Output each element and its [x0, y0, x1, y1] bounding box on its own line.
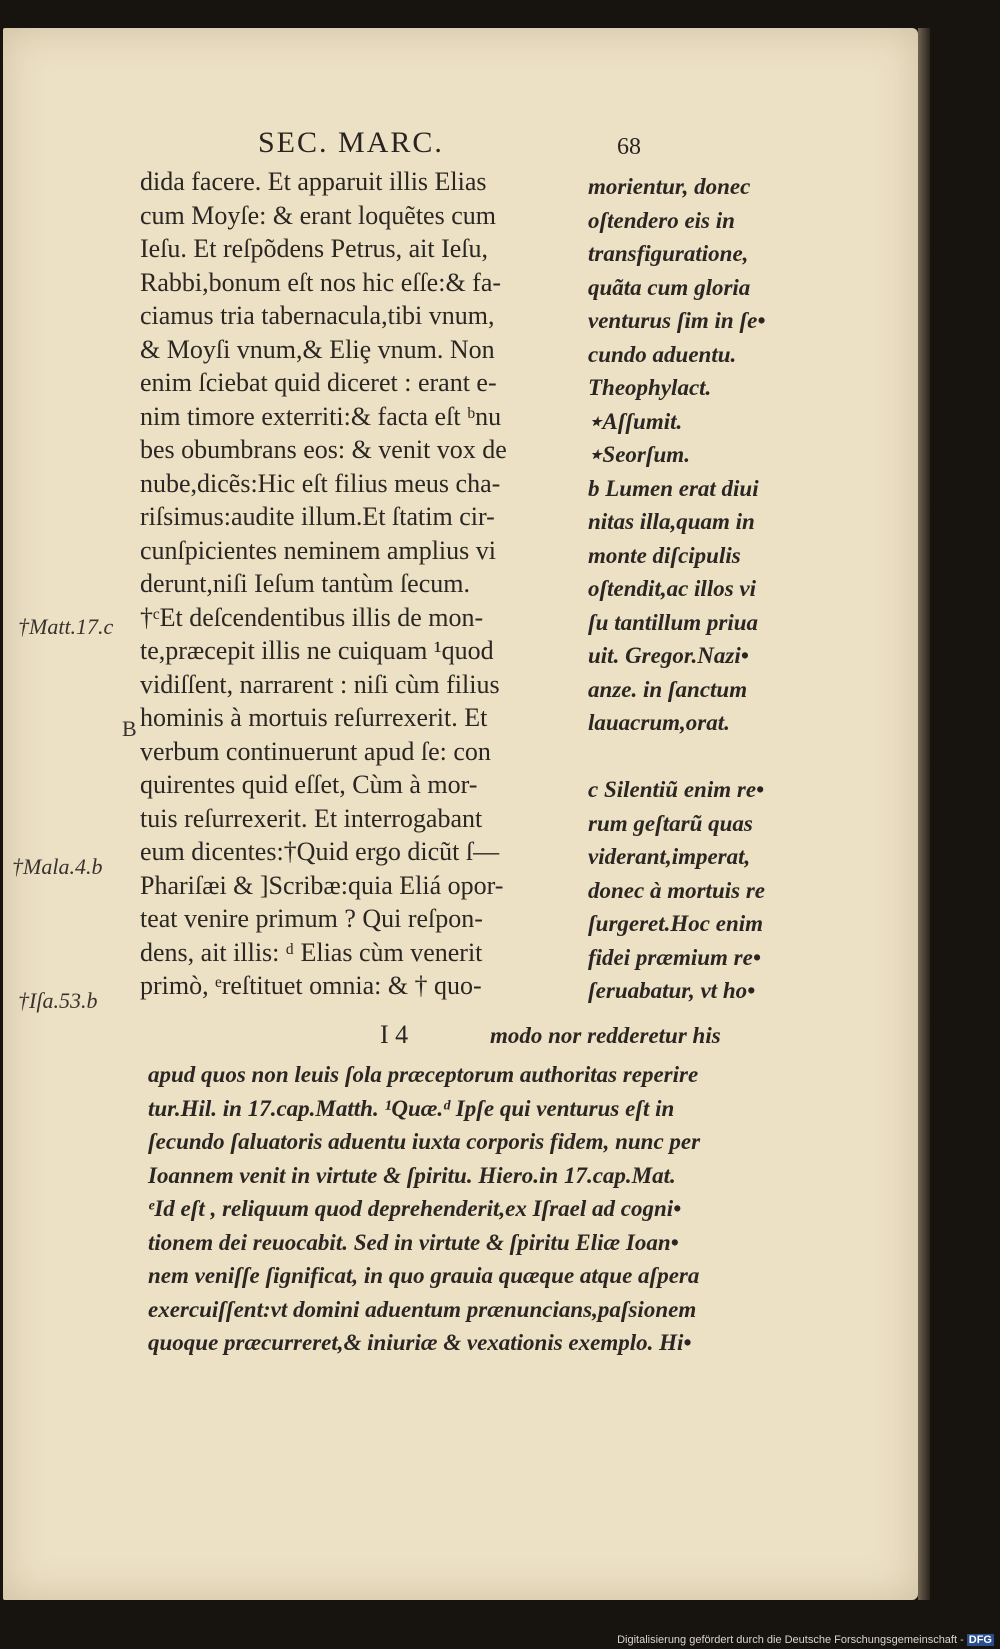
catchline-text: modo nor redderetur his	[490, 1023, 721, 1048]
gloss-line: nitas illa,quam in	[588, 509, 755, 534]
gloss-line: ſurgeret.Hoc enim	[588, 911, 764, 936]
gloss-line: viderant,imperat,	[588, 844, 751, 869]
main-line: dida facere. Et apparuit illis Elias	[140, 167, 487, 196]
main-line: cum Moyſe: & erant loquẽtes cum	[140, 200, 496, 230]
main-line: enim ſciebat quid diceret : erant e-	[140, 368, 497, 397]
signature-catchline	[380, 1020, 721, 1050]
main-line: nube,dicẽs:Hic eſt filius meus cha-	[140, 468, 501, 498]
main-line: Ieſu. Et reſpõdens Petrus, ait Ieſu,	[140, 234, 489, 263]
gloss-line: monte diſcipulis	[588, 542, 741, 568]
main-line: te,præcepit illis ne cuiquam ¹quod	[140, 636, 494, 665]
commentary-line: tur.Hil. in 17.cap.Matth. ¹Quæ.ᵈ Ipſe qui venturus eſt in	[148, 1095, 675, 1121]
main-line: nim timore exterriti:& facta eſt ᵇnu	[140, 401, 502, 431]
commentary-line: quoque præcurreret,& iniuriæ & vexationis exemplo. Hi•	[148, 1330, 692, 1355]
main-line: tuis reſurrexerit. Et interrogabant	[140, 803, 483, 833]
gloss-line: quãta cum gloria	[588, 274, 751, 300]
margin-reference-malachi: †Mala.4.b	[12, 854, 103, 879]
gloss-line: Theophylact.	[588, 375, 712, 400]
gloss-line: c Silentiũ enim re•	[588, 777, 765, 802]
main-line: dens, ait illis: ᵈ Elias cùm venerit	[140, 937, 483, 967]
gloss-line: b Lumen erat diui	[588, 475, 759, 501]
main-line: †ᶜEt deſcendentibus illis de mon-	[140, 602, 484, 632]
gloss-line: rum geſtarũ quas	[588, 810, 753, 836]
main-line: cunſpicientes neminem amplius vi	[140, 535, 496, 565]
commentary-line: tionem dei reuocabit. Sed in virtute & ſpiritu Eliæ Ioan•	[148, 1229, 679, 1255]
main-line: ciamus tria tabernacula,tibi vnum,	[140, 301, 495, 330]
bottom-commentary	[148, 1058, 798, 1360]
main-line: hominis à mortuis reſurrexerit. Et	[140, 703, 488, 732]
main-line: eum dicentes:†Quid ergo dicũt ſ—	[140, 837, 500, 866]
commentary-line: nem veniſſe ſignificat, in quo grauia quæque atque aſpera	[148, 1263, 700, 1288]
main-line: derunt,niſi Ieſum tantùm ſecum.	[140, 569, 470, 598]
gloss-line: fidei præmium re•	[588, 944, 761, 970]
main-text-column	[140, 165, 580, 1003]
main-line: quirentes quid eſſet, Cùm à mor-	[140, 770, 478, 799]
page-edge-shadow	[918, 28, 930, 1600]
gloss-line: uit. Gregor.Nazi•	[588, 643, 749, 668]
gloss-line: donec à mortuis re	[588, 877, 765, 903]
commentary-line: apud quos non leuis ſola præceptorum authoritas reperire	[148, 1062, 699, 1087]
margin-section-letter: B	[122, 716, 137, 741]
main-line: Phariſæi & ]Scribæ:quia Eliá opor-	[140, 870, 504, 900]
main-line: & Moyſi vnum,& Eliȩ vnum. Non	[140, 334, 495, 364]
gloss-line: ſeruabatur, vt ho•	[588, 978, 756, 1003]
main-line: riſsimus:audite illum.Et ſtatim cir-	[140, 502, 495, 531]
main-line: vidiſſent, narrarent : niſi cùm filius	[140, 669, 500, 699]
gloss-line: ⋆Seorſum.	[588, 442, 690, 467]
gloss-line: ſu tantillum priua	[588, 609, 759, 635]
gloss-line: cundo aduentu.	[588, 341, 737, 367]
gloss-line: ⋆Aſſumit.	[588, 408, 683, 434]
main-line: primò, ᵉreſtituet omnia: & † quo-	[140, 971, 482, 1000]
gloss-line: lauacrum,orat.	[588, 710, 730, 735]
main-line: verbum continuerunt apud ſe: con	[140, 736, 491, 766]
running-head: SEC. MARC.	[258, 126, 444, 159]
gloss-line: transfiguratione,	[588, 241, 749, 266]
gloss-line: morientur, donec	[588, 174, 751, 199]
gloss-line: anze. in ſanctum	[588, 676, 748, 702]
margin-reference-isaiah: †Iſa.53.b	[18, 988, 98, 1013]
signature-mark: I 4	[380, 1020, 409, 1049]
gloss-line: oſtendit,ac illos vi	[588, 576, 757, 601]
gloss-line	[588, 740, 803, 774]
dfg-logo: DFG	[968, 1634, 992, 1646]
gloss-line: venturus ſim in ſe•	[588, 308, 766, 333]
main-line: bes obumbrans eos: & venit vox de	[140, 435, 507, 464]
digitization-credit	[617, 1634, 994, 1646]
side-gloss-column	[588, 170, 803, 1008]
main-line: teat venire primum ? Qui reſpon-	[140, 904, 483, 933]
page-number: 68	[617, 134, 641, 160]
commentary-line: ᵉId eſt , reliquum quod deprehenderit,ex Iſrael ad cogni•	[148, 1196, 682, 1221]
credit-text: Digitalisierung gefördert durch die Deutsche Forschungsgemeinschaft -	[617, 1634, 964, 1646]
main-line: Rabbi,bonum eſt nos hic eſſe:& fa-	[140, 267, 502, 297]
commentary-line: ſecundo ſaluatoris aduentu iuxta corporis fidem, nunc per	[148, 1129, 701, 1154]
gloss-line: oſtendero eis in	[588, 207, 735, 233]
margin-reference-matthew: †Matt.17.c	[18, 614, 114, 639]
commentary-line: exercuiſſent:vt domini aduentum prænuncians,paſsionem	[148, 1296, 697, 1322]
commentary-line: Ioannem venit in virtute & ſpiritu. Hiero.in 17.cap.Mat.	[148, 1162, 676, 1188]
